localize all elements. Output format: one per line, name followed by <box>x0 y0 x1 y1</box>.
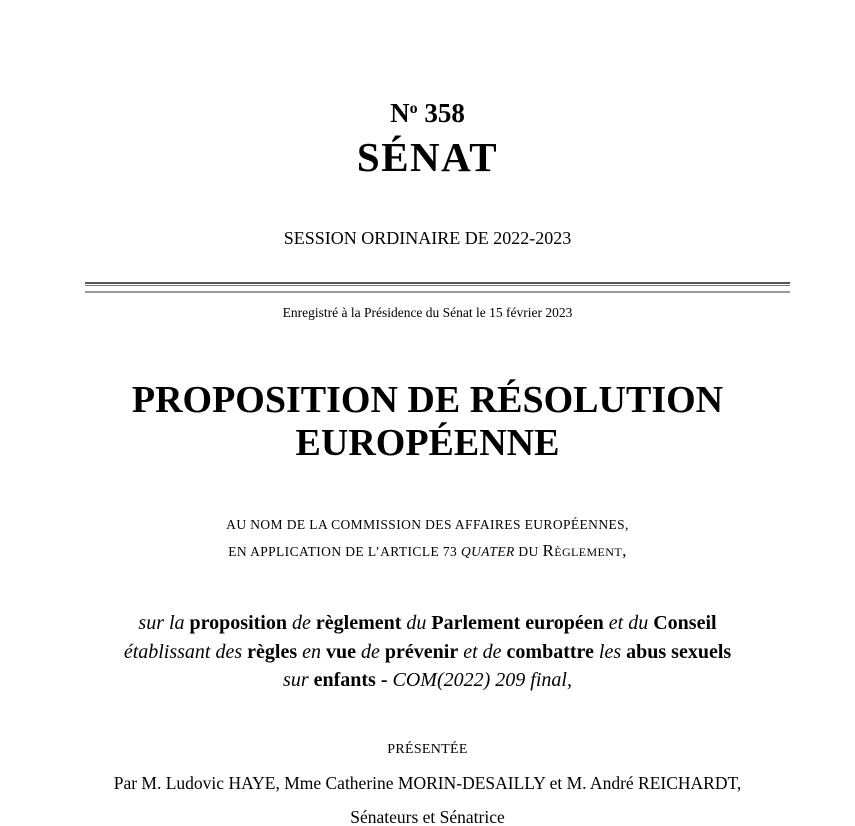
subject-segment: établissant des <box>123 640 248 663</box>
main-title <box>0 379 855 465</box>
subject-segment: - <box>375 669 393 691</box>
subject-segment: COM(2022) 209 final, <box>392 669 572 691</box>
subject-line-2 <box>0 638 855 667</box>
subject-segment: du <box>401 612 432 634</box>
document-number-prefix: N <box>390 98 410 128</box>
subject-segment: vue <box>326 640 357 663</box>
subject-segment: et du <box>603 612 654 634</box>
subject-segment: prévenir <box>384 640 459 663</box>
double-horizontal-rule <box>85 282 790 293</box>
subject-segment: sur <box>283 669 314 691</box>
subject-line-1 <box>0 609 855 638</box>
commission-line-2-mid: DU <box>514 544 543 559</box>
subject-segment: les <box>593 640 627 663</box>
subject-segment: proposition <box>189 612 287 634</box>
subject-segment: règlement <box>315 612 402 634</box>
subject-segment: Conseil <box>653 612 717 634</box>
authors-line: Par M. Ludovic HAYE, Mme Catherine MORIN-DESAILLY et M. André REICHARDT, <box>113 772 742 793</box>
presented-label: PRÉSENTÉE <box>387 741 468 757</box>
subject-segment: enfants <box>313 669 376 691</box>
subject-segment: sur la <box>138 612 190 634</box>
commission-line-2-reglement: Règlement, <box>542 541 627 560</box>
subject-segment: combattre <box>506 640 594 663</box>
subject-segment: de <box>287 612 316 634</box>
commission-line-1: AU NOM DE LA COMMISSION DES AFFAIRES EUROPÉENNES, <box>226 517 629 532</box>
registration-line: Enregistré à la Présidence du Sénat le 15 février 2023 <box>282 305 573 320</box>
authors-role-line: Sénateurs et Sénatrice <box>350 806 505 826</box>
subject-segment: en <box>297 640 327 663</box>
commission-line-2-pre: EN APPLICATION DE L’ARTICLE 73 <box>228 544 461 559</box>
subject-segment: abus sexuels <box>626 640 732 663</box>
document-number-value: 358 <box>417 98 465 128</box>
commission-line-2-quater: QUATER <box>460 544 515 559</box>
institution-title: SÉNAT <box>356 134 499 180</box>
subject-segment: Parlement européen <box>431 612 604 634</box>
commission-line-2 <box>0 538 855 565</box>
subject-segment: et de <box>458 640 507 663</box>
main-title-line-2: EUROPÉENNE <box>295 422 560 464</box>
main-title-line-1: PROPOSITION DE RÉSOLUTION <box>131 379 724 421</box>
document-number <box>0 0 855 130</box>
subject-segment: règles <box>247 640 298 663</box>
commission-statement <box>0 512 855 565</box>
subject-paragraph <box>0 609 855 695</box>
document-number-ordinal: o <box>409 100 418 117</box>
subject-segment: de <box>356 640 385 663</box>
session-line: SESSION ORDINAIRE DE 2022-2023 <box>283 228 572 248</box>
subject-line-3 <box>0 666 855 695</box>
